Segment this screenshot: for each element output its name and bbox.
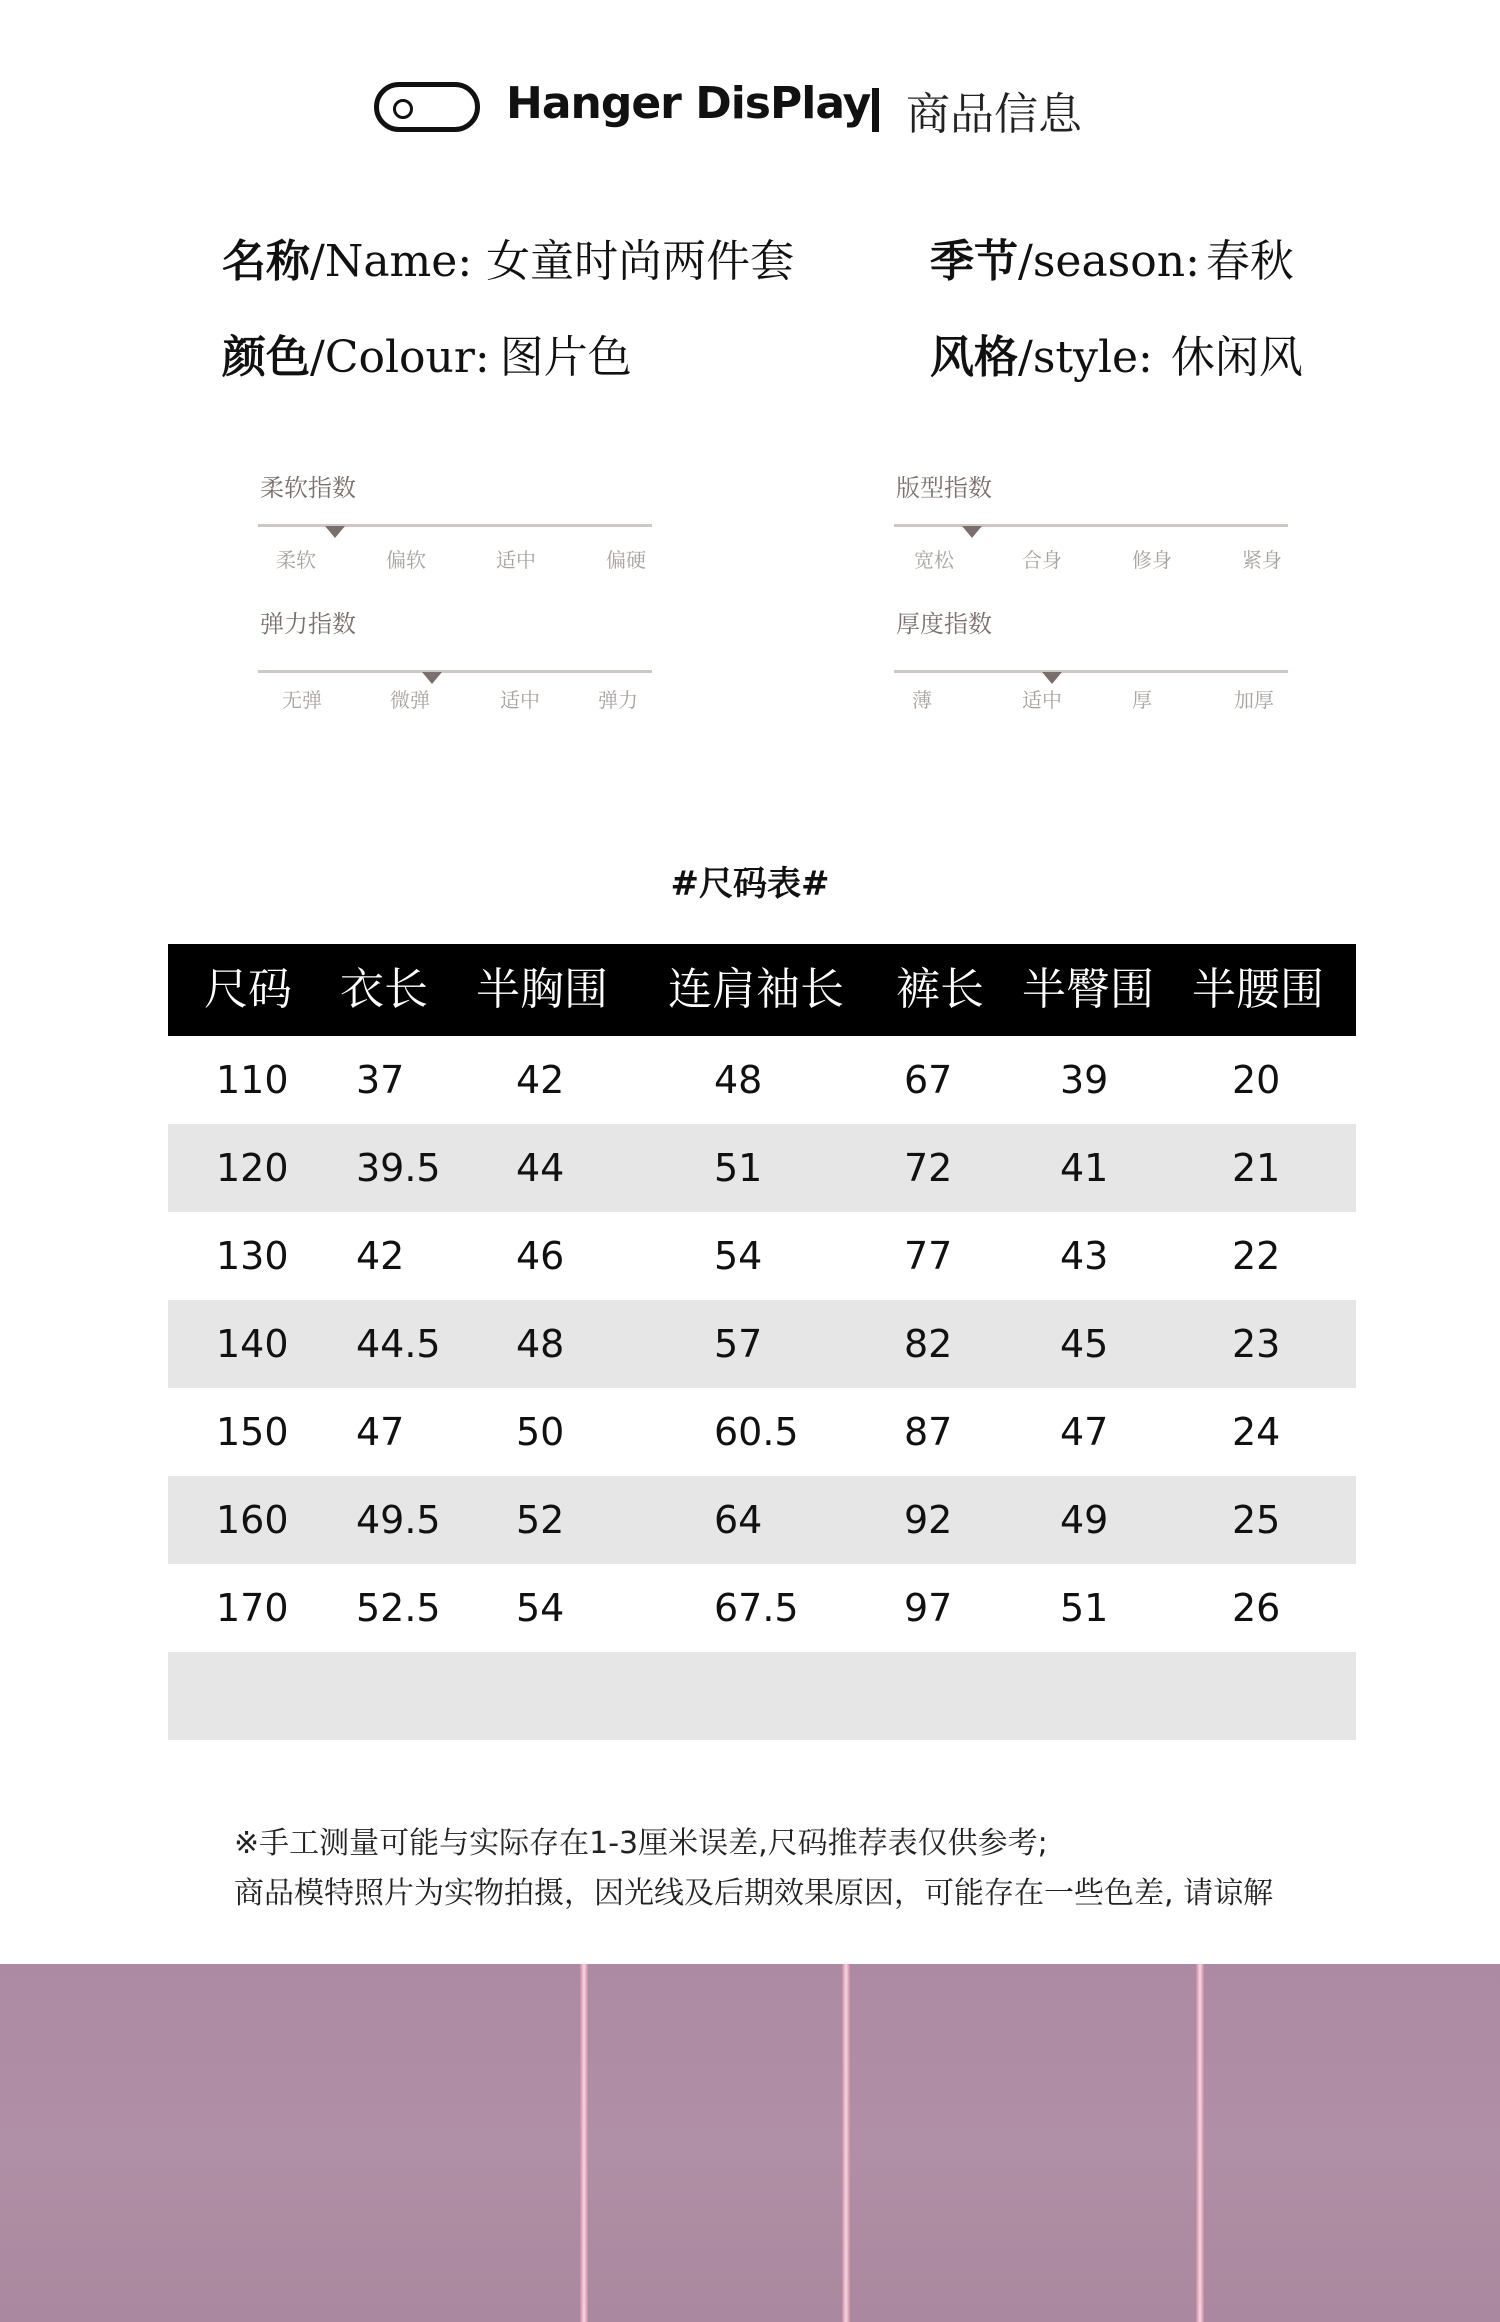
- table-cell: 37: [356, 1058, 405, 1102]
- table-cell: 51: [1060, 1586, 1109, 1630]
- info-season-label-en: /season:: [1018, 236, 1200, 287]
- table-cell: 20: [1232, 1058, 1281, 1102]
- col-header-length: 衣长: [340, 964, 428, 1015]
- table-cell: 45: [1060, 1322, 1109, 1366]
- info-style-value: 休闲风: [1170, 332, 1303, 383]
- table-cell: 21: [1232, 1146, 1281, 1190]
- table-cell: 57: [714, 1322, 763, 1366]
- table-cell: 42: [356, 1234, 405, 1278]
- table-cell: 49: [1060, 1498, 1109, 1542]
- info-name: [222, 236, 795, 287]
- table-cell: 46: [516, 1234, 565, 1278]
- thickness-option-1: 适中: [1022, 688, 1062, 712]
- thickness-option-2: 厚: [1132, 688, 1152, 712]
- table-cell: 82: [904, 1322, 953, 1366]
- table-cell: 54: [516, 1586, 565, 1630]
- info-style: [930, 332, 1303, 383]
- table-cell: 48: [516, 1322, 565, 1366]
- size-table: [168, 944, 1356, 1740]
- table-cell: 67: [904, 1058, 953, 1102]
- table-cell: 92: [904, 1498, 953, 1542]
- elasticity-option-2: 适中: [500, 688, 540, 712]
- info-colour-label-en: /Colour:: [310, 332, 490, 383]
- photo-stripe: [1196, 1964, 1204, 2322]
- table-row: [168, 1564, 1356, 1652]
- info-style-label-cn: 风格: [930, 332, 1018, 383]
- table-cell: 26: [1232, 1586, 1281, 1630]
- table-cell: 140: [216, 1322, 289, 1366]
- softness-scale-marker: [325, 526, 345, 538]
- table-cell: 51: [714, 1146, 763, 1190]
- table-cell: 67.5: [714, 1586, 799, 1630]
- info-colour: [222, 332, 632, 383]
- thickness-option-0: 薄: [912, 688, 932, 712]
- fit-scale-marker: [962, 526, 982, 538]
- table-cell: 48: [714, 1058, 763, 1102]
- table-cell: 64: [714, 1498, 763, 1542]
- table-cell: 87: [904, 1410, 953, 1454]
- softness-scale-title: 柔软指数: [260, 474, 356, 502]
- product-photo-band: [0, 1964, 1500, 2322]
- table-cell: 22: [1232, 1234, 1281, 1278]
- info-name-value: 女童时尚两件套: [486, 236, 795, 287]
- section-title: 商品信息: [906, 89, 1082, 140]
- color-note: 商品模特照片为实物拍摄，因光线及后期效果原因，可能存在一些色差, 请谅解: [234, 1876, 1274, 1911]
- col-header-hip: 半臀围: [1022, 964, 1154, 1015]
- softness-scale: [258, 468, 658, 588]
- table-cell: 42: [516, 1058, 565, 1102]
- fit-option-2: 修身: [1132, 548, 1172, 572]
- info-name-label-cn: 名称: [222, 236, 310, 287]
- info-colour-value: 图片色: [499, 332, 632, 383]
- table-row: [168, 1036, 1356, 1124]
- size-table-header: [168, 944, 1356, 1036]
- table-cell: 49.5: [356, 1498, 441, 1542]
- fit-scale: [894, 468, 1294, 588]
- info-style-label-en: /style:: [1018, 332, 1153, 383]
- table-row: [168, 1212, 1356, 1300]
- fit-option-0: 宽松: [914, 548, 954, 572]
- table-row: [168, 1476, 1356, 1564]
- table-cell: 160: [216, 1498, 289, 1542]
- table-cell: 150: [216, 1410, 289, 1454]
- table-cell: 50: [516, 1410, 565, 1454]
- col-header-waist: 半腰围: [1192, 964, 1324, 1015]
- fit-scale-track: [894, 524, 1288, 527]
- col-header-chest: 半胸围: [476, 964, 608, 1015]
- thickness-scale: [894, 604, 1294, 724]
- table-cell: 97: [904, 1586, 953, 1630]
- table-cell: 130: [216, 1234, 289, 1278]
- table-row-empty: [168, 1652, 1356, 1740]
- table-cell: 120: [216, 1146, 289, 1190]
- info-colour-label-cn: 颜色: [222, 332, 310, 383]
- table-cell: 23: [1232, 1322, 1281, 1366]
- elasticity-option-0: 无弹: [282, 688, 322, 712]
- photo-stripe: [580, 1964, 588, 2322]
- elasticity-scale-title: 弹力指数: [260, 610, 356, 638]
- brand-name: Hanger DisPlay: [506, 78, 871, 129]
- table-cell: 47: [1060, 1410, 1109, 1454]
- col-header-pants-length: 裤长: [896, 964, 984, 1015]
- table-cell: 43: [1060, 1234, 1109, 1278]
- thickness-scale-track: [894, 670, 1288, 673]
- measurement-note: ※手工测量可能与实际存在1-3厘米误差,尺码推荐表仅供参考;: [234, 1826, 1048, 1861]
- fit-option-1: 合身: [1022, 548, 1062, 572]
- elasticity-scale-track: [258, 670, 652, 673]
- table-cell: 77: [904, 1234, 953, 1278]
- brand-divider: [872, 88, 879, 132]
- softness-scale-track: [258, 524, 652, 527]
- softness-option-1: 偏软: [386, 548, 426, 572]
- photo-stripe: [842, 1964, 850, 2322]
- table-cell: 60.5: [714, 1410, 799, 1454]
- table-cell: 54: [714, 1234, 763, 1278]
- elasticity-scale: [258, 604, 658, 724]
- col-header-sleeve: 连肩袖长: [668, 964, 844, 1015]
- table-cell: 170: [216, 1586, 289, 1630]
- elasticity-option-3: 弹力: [598, 688, 638, 712]
- info-season-label-cn: 季节: [930, 236, 1018, 287]
- table-cell: 44: [516, 1146, 565, 1190]
- info-name-label-en: /Name:: [310, 236, 473, 287]
- elasticity-scale-marker: [422, 672, 442, 684]
- info-season: [930, 236, 1294, 287]
- table-cell: 72: [904, 1146, 953, 1190]
- col-header-size: 尺码: [204, 964, 292, 1015]
- thickness-scale-marker: [1042, 672, 1062, 684]
- info-season-value: 春秋: [1205, 236, 1294, 287]
- table-cell: 24: [1232, 1410, 1281, 1454]
- fit-option-3: 紧身: [1242, 548, 1282, 572]
- fit-scale-title: 版型指数: [896, 474, 992, 502]
- table-cell: 39.5: [356, 1146, 441, 1190]
- thickness-scale-title: 厚度指数: [896, 610, 992, 638]
- thickness-option-3: 加厚: [1234, 688, 1274, 712]
- softness-option-3: 偏硬: [606, 548, 646, 572]
- table-cell: 41: [1060, 1146, 1109, 1190]
- table-row: [168, 1124, 1356, 1212]
- elasticity-option-1: 微弹: [390, 688, 430, 712]
- table-row: [168, 1388, 1356, 1476]
- softness-option-0: 柔软: [276, 548, 316, 572]
- table-cell: 52.5: [356, 1586, 441, 1630]
- page-header: [0, 62, 1500, 152]
- hanger-toggle-icon: [374, 82, 480, 132]
- table-cell: 39: [1060, 1058, 1109, 1102]
- softness-option-2: 适中: [496, 548, 536, 572]
- table-cell: 25: [1232, 1498, 1281, 1542]
- table-cell: 52: [516, 1498, 565, 1542]
- table-row: [168, 1300, 1356, 1388]
- size-table-title: #尺码表#: [670, 864, 830, 904]
- table-cell: 44.5: [356, 1322, 441, 1366]
- table-cell: 110: [216, 1058, 289, 1102]
- table-cell: 47: [356, 1410, 405, 1454]
